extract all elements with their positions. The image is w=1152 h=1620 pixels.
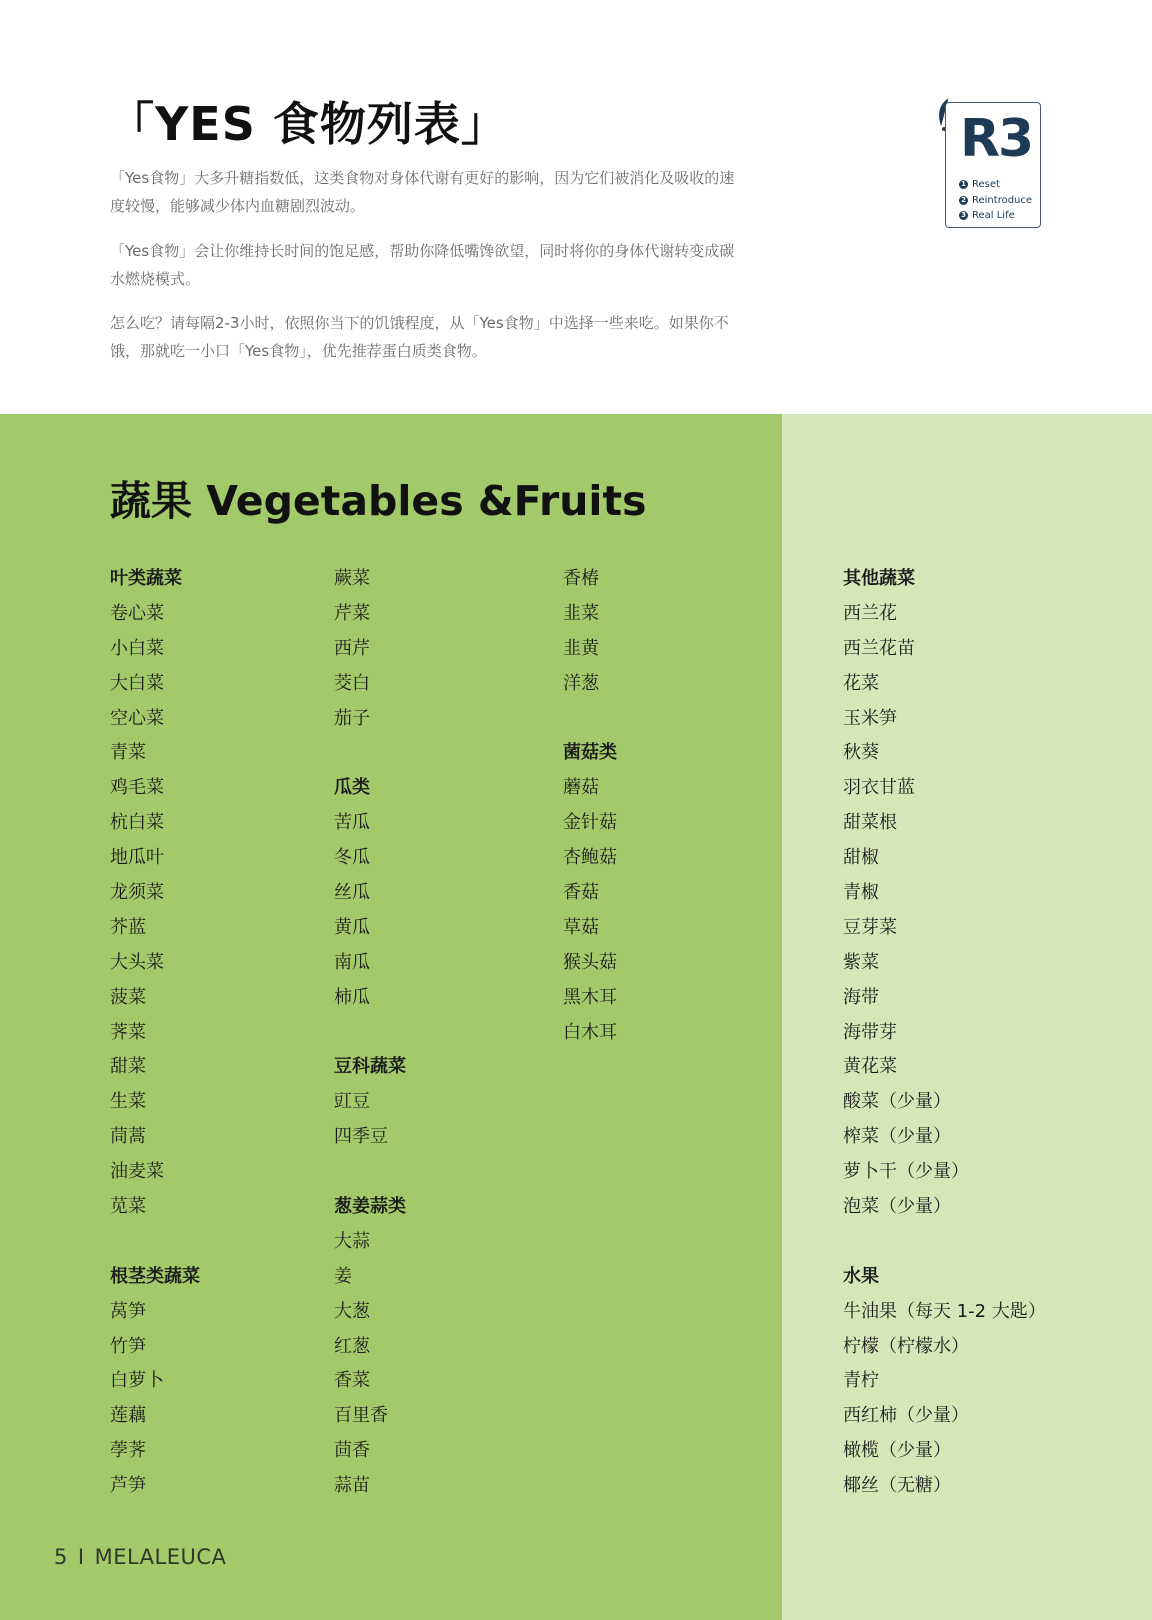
category-heading: 水果 bbox=[843, 1265, 879, 1287]
logo-step bbox=[959, 193, 1032, 209]
food-item: 羽衣甘蓝 bbox=[843, 777, 915, 799]
food-column-4 bbox=[843, 562, 1046, 1504]
footer-brand: MELALEUCA bbox=[94, 1545, 227, 1569]
logo-steps bbox=[959, 177, 1032, 224]
spacer bbox=[563, 702, 617, 737]
step-number-icon: 2 bbox=[959, 196, 968, 205]
category-heading: 豆科蔬菜 bbox=[334, 1056, 406, 1078]
section-title: 蔬果 Vegetables &Fruits bbox=[110, 477, 647, 525]
food-item: 黄花菜 bbox=[843, 1056, 897, 1078]
food-item: 竹笋 bbox=[110, 1335, 146, 1357]
step-number-icon: 3 bbox=[959, 211, 968, 220]
food-item: 柿瓜 bbox=[334, 986, 370, 1008]
food-item: 金针菇 bbox=[563, 812, 617, 834]
food-item: 洋葱 bbox=[563, 672, 599, 694]
food-item: 橄榄（少量） bbox=[843, 1440, 951, 1462]
intro-paragraph-1: 「Yes食物」大多升糖指数低，这类食物对身体代谢有更好的影响，因为它们被消化及吸收的速度较慢，能够减少体内血糖剧烈波动。 bbox=[110, 169, 735, 215]
food-column-2 bbox=[334, 562, 406, 1504]
logo-step bbox=[959, 208, 1032, 224]
page-title: 「YES 食物列表」 bbox=[108, 97, 508, 151]
food-item: 柠檬（柠檬水） bbox=[843, 1335, 969, 1357]
spacer bbox=[334, 1155, 406, 1190]
food-item: 蕨菜 bbox=[334, 568, 370, 589]
food-item: 青菜 bbox=[110, 742, 146, 764]
food-item: 萝卜干（少量） bbox=[843, 1161, 969, 1183]
food-item: 南瓜 bbox=[334, 951, 370, 973]
food-item: 小白菜 bbox=[110, 637, 164, 659]
step-number-icon: 1 bbox=[959, 180, 968, 189]
food-item: 莲藕 bbox=[110, 1405, 146, 1427]
page-number: 5 bbox=[54, 1545, 68, 1569]
food-item: 苋菜 bbox=[110, 1196, 146, 1218]
step-label: Reset bbox=[972, 179, 1000, 190]
logo-mark: R3 bbox=[960, 109, 1033, 169]
food-item: 香菇 bbox=[563, 882, 599, 904]
food-item: 泡菜（少量） bbox=[843, 1196, 951, 1218]
category-heading: 其他蔬菜 bbox=[843, 568, 915, 589]
food-item: 猴头菇 bbox=[563, 951, 617, 973]
food-item: 杭白菜 bbox=[110, 812, 164, 834]
food-item: 海带 bbox=[843, 986, 879, 1008]
food-item: 海带芽 bbox=[843, 1021, 897, 1043]
food-item: 茭白 bbox=[334, 672, 370, 694]
food-item: 空心菜 bbox=[110, 707, 164, 729]
food-item: 黄瓜 bbox=[334, 916, 370, 938]
food-item: 大白菜 bbox=[110, 672, 164, 694]
intro-paragraph-3: 怎么吃？请每隔2-3小时，依照你当下的饥饿程度，从「Yes食物」中选择一些来吃。如果你不饿，那就吃一小口「Yes食物」，优先推荐蛋白质类食物。 bbox=[110, 314, 729, 360]
food-item: 菠菜 bbox=[110, 986, 146, 1008]
food-item: 荸荠 bbox=[110, 1440, 146, 1462]
food-item: 豆芽菜 bbox=[843, 916, 897, 938]
logo-step bbox=[959, 177, 1032, 193]
spacer bbox=[334, 1016, 406, 1051]
food-item: 丝瓜 bbox=[334, 882, 370, 904]
food-item: 酸菜（少量） bbox=[843, 1091, 951, 1113]
food-item: 甜菜 bbox=[110, 1056, 146, 1078]
category-heading: 葱姜蒜类 bbox=[334, 1196, 406, 1218]
spacer bbox=[334, 736, 406, 771]
food-item: 大头菜 bbox=[110, 951, 164, 973]
food-item: 蒜苗 bbox=[334, 1475, 370, 1497]
food-item: 西红柿（少量） bbox=[843, 1405, 969, 1427]
step-label: Real Life bbox=[972, 210, 1015, 221]
category-heading: 叶类蔬菜 bbox=[110, 568, 182, 589]
food-item: 香椿 bbox=[563, 568, 599, 589]
food-item: 姜 bbox=[334, 1265, 352, 1287]
page-footer bbox=[54, 1545, 226, 1569]
r3-logo bbox=[945, 102, 1041, 228]
food-item: 大葱 bbox=[334, 1300, 370, 1322]
food-item: 韭菜 bbox=[563, 602, 599, 624]
food-item: 榨菜（少量） bbox=[843, 1126, 951, 1148]
food-item: 百里香 bbox=[334, 1405, 388, 1427]
food-item: 香菜 bbox=[334, 1370, 370, 1392]
food-item: 西芹 bbox=[334, 637, 370, 659]
food-item: 莴笋 bbox=[110, 1300, 146, 1322]
spacer bbox=[110, 1225, 200, 1260]
food-item: 芹菜 bbox=[334, 602, 370, 624]
step-label: Reintroduce bbox=[972, 194, 1033, 206]
category-heading: 根茎类蔬菜 bbox=[110, 1265, 200, 1287]
intro-paragraph-2: 「Yes食物」会让你维持长时间的饱足感，帮助你降低嘴馋欲望，同时将你的身体代谢转变成碳水燃烧模式。 bbox=[110, 242, 735, 288]
footer-separator: I bbox=[77, 1545, 85, 1569]
food-item: 豇豆 bbox=[334, 1091, 370, 1113]
food-item: 茼蒿 bbox=[110, 1126, 146, 1148]
food-item: 地瓜叶 bbox=[110, 847, 164, 869]
food-item: 芦笋 bbox=[110, 1475, 146, 1497]
food-item: 杏鲍菇 bbox=[563, 847, 617, 869]
food-column-1 bbox=[110, 562, 200, 1504]
food-item: 油麦菜 bbox=[110, 1161, 164, 1183]
food-item: 花菜 bbox=[843, 672, 879, 694]
food-item: 大蒜 bbox=[334, 1230, 370, 1252]
food-item: 茄子 bbox=[334, 707, 370, 729]
food-item: 西兰花 bbox=[843, 602, 897, 624]
food-item: 韭黄 bbox=[563, 637, 599, 659]
food-item: 卷心菜 bbox=[110, 602, 164, 624]
food-item: 生菜 bbox=[110, 1091, 146, 1113]
food-item: 四季豆 bbox=[334, 1126, 388, 1148]
category-heading: 菌菇类 bbox=[563, 742, 617, 764]
food-item: 白木耳 bbox=[563, 1021, 617, 1043]
food-item: 冬瓜 bbox=[334, 847, 370, 869]
food-item: 西兰花苗 bbox=[843, 637, 915, 659]
food-item: 白萝卜 bbox=[110, 1370, 164, 1392]
food-item: 玉米笋 bbox=[843, 707, 897, 729]
food-item: 荠菜 bbox=[110, 1021, 146, 1043]
food-item: 蘑菇 bbox=[563, 777, 599, 799]
food-item: 茴香 bbox=[334, 1440, 370, 1462]
food-item: 青柠 bbox=[843, 1370, 879, 1392]
spacer bbox=[843, 1225, 1046, 1260]
food-item: 红葱 bbox=[334, 1335, 370, 1357]
food-column-3 bbox=[563, 562, 617, 1050]
food-item: 紫菜 bbox=[843, 951, 879, 973]
food-item: 龙须菜 bbox=[110, 882, 164, 904]
food-item: 牛油果（每天 1-2 大匙） bbox=[843, 1300, 1046, 1322]
food-item: 青椒 bbox=[843, 882, 879, 904]
food-item: 苦瓜 bbox=[334, 812, 370, 834]
food-item: 黑木耳 bbox=[563, 986, 617, 1008]
food-item: 秋葵 bbox=[843, 742, 879, 764]
food-item: 草菇 bbox=[563, 916, 599, 938]
category-heading: 瓜类 bbox=[334, 777, 370, 799]
food-item: 芥蓝 bbox=[110, 916, 146, 938]
food-item: 鸡毛菜 bbox=[110, 777, 164, 799]
food-item: 甜菜根 bbox=[843, 812, 897, 834]
food-item: 甜椒 bbox=[843, 847, 879, 869]
food-item: 椰丝（无糖） bbox=[843, 1475, 951, 1497]
